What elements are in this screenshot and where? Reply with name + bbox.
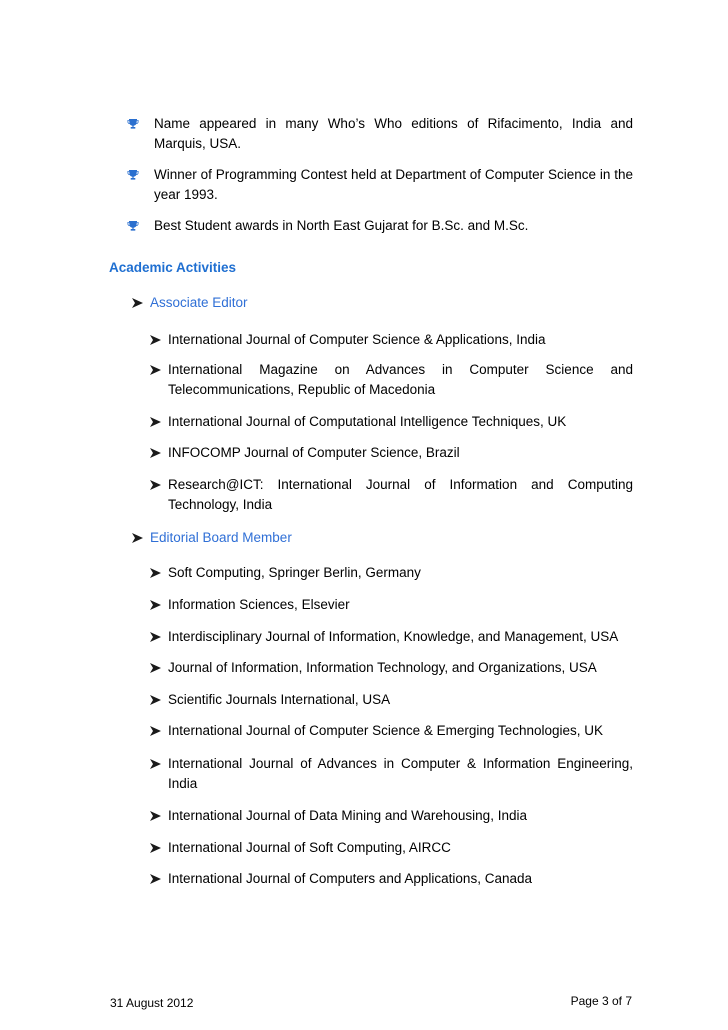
list-item [149, 595, 633, 615]
arrow-right-icon [149, 567, 162, 579]
arrow-right-icon [131, 297, 144, 309]
subsection-title-editorial-board-member [131, 528, 292, 548]
arrow-right-icon [149, 842, 162, 854]
arrow-right-icon [149, 416, 162, 428]
list-item-text: INFOCOMP Journal of Computer Science, Brazil [168, 445, 460, 460]
list-item [149, 627, 633, 647]
list-item-text: International Journal of Advances in Computer & Information Engineering, India [168, 756, 633, 791]
list-item-text: International Journal of Computer Science & Emerging Technologies, UK [168, 723, 603, 738]
award-text: Winner of Programming Contest held at Department of Computer Science in the year 1993. [154, 167, 633, 202]
arrow-right-icon [131, 532, 144, 544]
award-item [127, 216, 633, 236]
award-item [127, 114, 633, 154]
list-item-text: International Magazine on Advances in Computer Science and Telecommunications, Republic of Macedonia [168, 362, 633, 397]
list-item-text: International Journal of Soft Computing, AIRCC [168, 840, 451, 855]
arrow-right-icon [149, 873, 162, 885]
list-item [149, 412, 633, 432]
list-item [149, 360, 633, 400]
list-item-text: International Journal of Computational Intelligence Techniques, UK [168, 414, 567, 429]
list-item-text: Interdisciplinary Journal of Information, Knowledge, and Management, USA [168, 629, 619, 644]
footer-date: 31 August 2012 [110, 996, 194, 1010]
list-item [149, 721, 633, 741]
arrow-right-icon [149, 725, 162, 737]
list-item-text: Scientific Journals International, USA [168, 692, 391, 707]
trophy-icon [127, 220, 139, 232]
subsection-title-label: Editorial Board Member [150, 530, 292, 545]
section-heading-academic-activities: Academic Activities [109, 260, 237, 275]
list-item-text: International Journal of Computer Science & Applications, India [168, 332, 546, 347]
list-item [149, 690, 633, 710]
list-item-text: International Journal of Computers and Applications, Canada [168, 871, 532, 886]
list-item-text: International Journal of Data Mining and Warehousing, India [168, 808, 527, 823]
trophy-icon [127, 169, 139, 181]
arrow-right-icon [149, 694, 162, 706]
list-item [149, 838, 633, 858]
arrow-right-icon [149, 631, 162, 643]
footer-page-number: Page 3 of 7 [570, 994, 632, 1008]
list-item [149, 806, 633, 826]
arrow-right-icon [149, 810, 162, 822]
award-item [127, 165, 633, 205]
trophy-icon [127, 118, 139, 130]
list-item-text: Soft Computing, Springer Berlin, Germany [168, 565, 421, 580]
award-text: Best Student awards in North East Gujarat for B.Sc. and M.Sc. [154, 218, 529, 233]
list-item [149, 754, 633, 794]
arrow-right-icon [149, 599, 162, 611]
list-item-text: Information Sciences, Elsevier [168, 597, 350, 612]
subsection-title-associate-editor [131, 293, 248, 313]
arrow-right-icon [149, 364, 162, 376]
arrow-right-icon [149, 479, 162, 491]
award-text: Name appeared in many Who’s Who editions of Rifacimento, India and Marquis, USA. [154, 116, 633, 151]
list-item [149, 330, 633, 350]
list-item-text: Research@ICT: International Journal of Information and Computing Technology, India [168, 477, 633, 512]
list-item [149, 658, 633, 678]
list-item [149, 869, 633, 889]
list-item [149, 563, 633, 583]
arrow-right-icon [149, 662, 162, 674]
arrow-right-icon [149, 758, 162, 770]
arrow-right-icon [149, 447, 162, 459]
list-item-text: Journal of Information, Information Technology, and Organizations, USA [168, 660, 597, 675]
subsection-title-label: Associate Editor [150, 295, 248, 310]
list-item [149, 443, 633, 463]
arrow-right-icon [149, 334, 162, 346]
list-item [149, 475, 633, 515]
awards-list [127, 114, 633, 236]
